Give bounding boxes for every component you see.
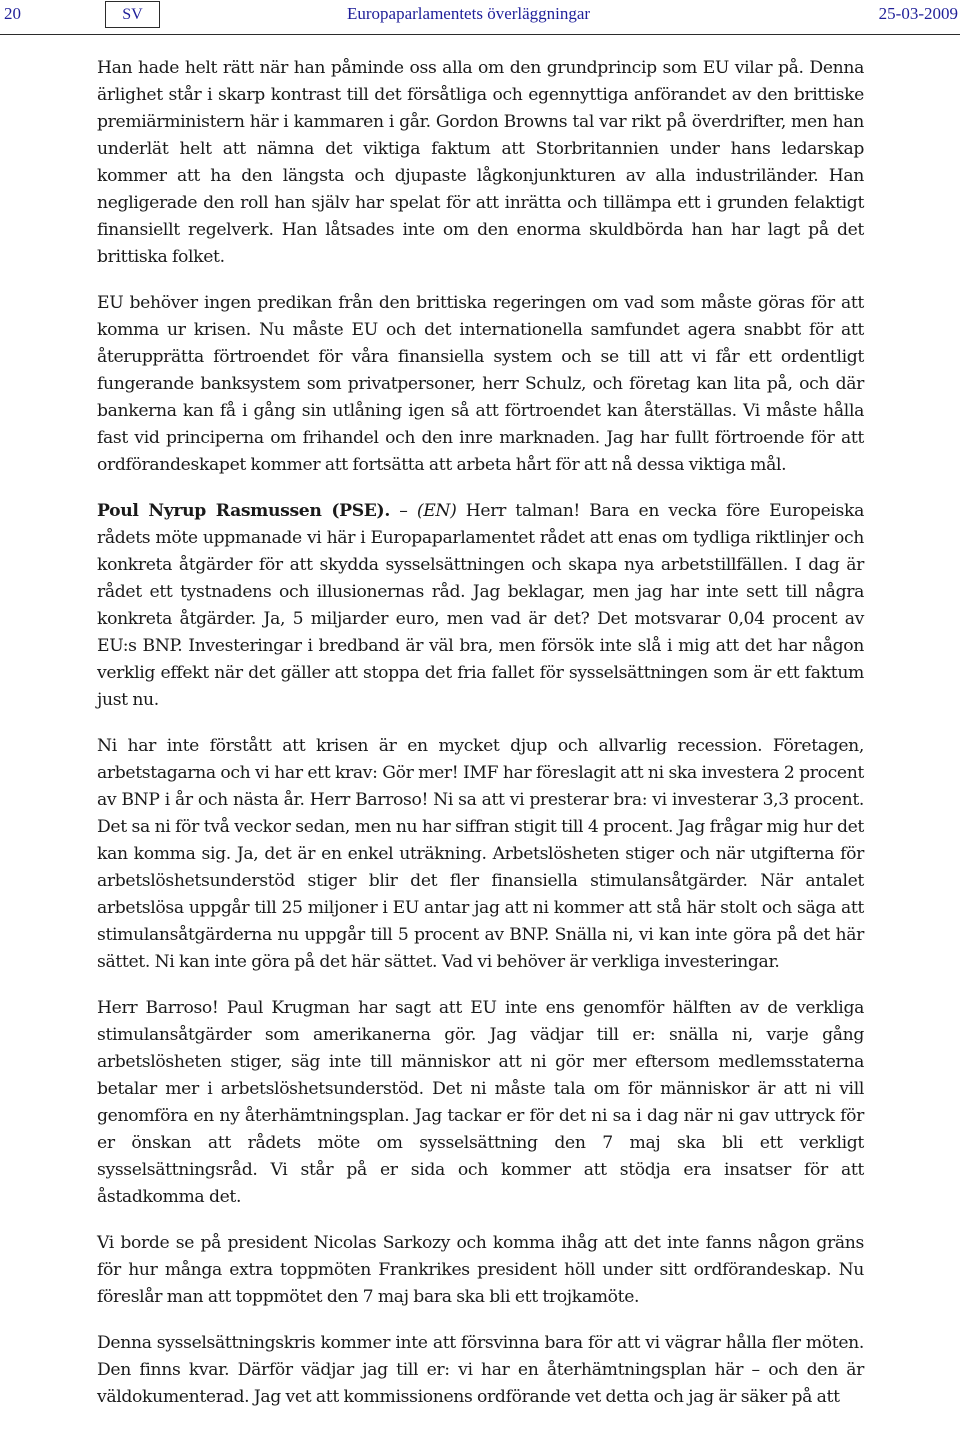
speech-text: Herr talman! Bara en vecka före Europeiska rådets möte uppmanade vi här i Europaparlamentet rådet att enas om tydliga riktlinjer och konkreta åtgärder för att skydda sysselsättningen och skapa nya arbetstillfällen. I dag är rådet ett tystnadens och illusionernas råd. Jag beklagar, men jag har inte sett till några konkreta åtgärder. Ja, 5 miljarder euro, men vad är det? Det motsvarar 0,04 procent av EU:s BNP. Investeringar i bredband är väl bra, men försök inte slå i mig att det har någon verklig effekt när det gäller att stoppa det fria fallet för sysselsättningen som är ett faktum just nu. <box>97 501 864 710</box>
paragraph-7: Denna sysselsättningskris kommer inte att försvinna bara för att vi vägrar hålla fler möten. Den finns kvar. Därför vädjar jag till er: vi har en återhämtningsplan här – och den är väldokumenterad. Jag vet att kommissionens ordförande vet detta och jag är säker på att <box>97 1333 864 1407</box>
speaker-language-tag: (EN) <box>416 501 457 521</box>
paragraph-6: Vi borde se på president Nicolas Sarkozy och komma ihåg att det inte fanns någon gräns för hur många extra toppmöten Frankrikes president höll under sitt ordförandeskap. Nu föreslår man att toppmötet den 7 maj bara ska bli ett trojkamöte. <box>97 1233 864 1307</box>
speaker-dash: – <box>389 501 417 521</box>
paragraph-4: Ni har inte förstått att krisen är en mycket djup och allvarlig recession. Företagen, arbetstagarna och vi har ett krav: Gör mer! IMF har föreslagit att ni ska investera 2 procent av BNP i år och nästa år. Herr Barroso! Ni sa att vi presterar bra: vi investerar 3,3 procent. Det sa ni för två veckor sedan, men nu har siffran stigit till 4 procent. Jag frågar mig hur det kan komma sig. Ja, det är en enkel uträkning. Arbetslösheten stiger och när utgifterna för arbetslöshetsunderstöd stiger blir det fler finansiella stimulansåtgärder. När antalet arbetslösa uppgår till 25 miljoner i EU antar jag att ni kommer att stå här stolt och säga att stimulansåtgärderna nu uppgår till 5 procent av BNP. Snälla ni, vi kan inte göra på det här sättet. Ni kan inte göra på det här sättet. Vad vi behöver är verkliga investeringar. <box>97 736 864 972</box>
document-body <box>97 55 864 1430</box>
language-code-box: SV <box>105 1 160 28</box>
paragraph-3 <box>97 498 864 714</box>
paragraph-2: EU behöver ingen predikan från den brittiska regeringen om vad som måste göras för att komma ur krisen. Nu måste EU och det internationella samfundet agera snabbt för att återupprätta förtroendet för våra finansiella system och se till att vi får ett ordentligt fungerande banksystem som privatpersoner, herr Schulz, och företag kan lita på, och där bankerna kan få i gång sin utlåning igen så att förtroendet kan återställas. Vi måste hålla fast vid principerna om frihandel och den inre marknaden. Jag har fullt förtroende för att ordförandeskapet kommer att fortsätta att arbeta hårt för att nå dessa viktiga mål. <box>97 293 864 475</box>
paragraph-1: Han hade helt rätt när han påminde oss alla om den grundprincip som EU vilar på. Denna ärlighet står i skarp kontrast till det försåtliga och egennyttiga anförandet av den brittiske premiärministern här i kammaren i går. Gordon Browns tal var rikt på överdrifter, men han underlät helt att nämna det viktiga faktum att Storbritannien under hans ledarskap kommer att ha den längsta och djupaste lågkonjunkturen av alla industriländer. Han negligerade den roll han själv har spelat för att inrätta och tillämpa ett i grunden felaktigt finansiellt regelverk. Han låtsades inte om den enorma skuldbörda han har lagt på det brittiska folket. <box>97 58 864 267</box>
page-header <box>0 0 960 35</box>
paragraph-5: Herr Barroso! Paul Krugman har sagt att EU inte ens genomför hälften av de verkliga stimulansåtgärder som amerikanerna gör. Jag vädjar till er: snälla ni, varje gång arbetslösheten stiger, säg inte till människor att ni gör mer eftersom medlemsstaterna betalar mer i arbetslöshetsunderstöd. Det ni måste tala om för människor är att ni vill genomföra en ny återhämtningsplan. Jag tackar er för det ni sa i dag när ni gav uttryck för er önskan att rådets möte om sysselsättning den 7 maj ska bli ett verkligt sysselsättningsråd. Vi står på er sida och kommer att stödja era insatser för att åstadkomma det. <box>97 998 864 1207</box>
page-number: 20 <box>4 4 21 23</box>
speaker-name: Poul Nyrup Rasmussen (PSE). <box>97 501 390 521</box>
document-date: 25-03-2009 <box>878 4 958 23</box>
document-title: Europaparlamentets överläggningar <box>347 4 591 23</box>
